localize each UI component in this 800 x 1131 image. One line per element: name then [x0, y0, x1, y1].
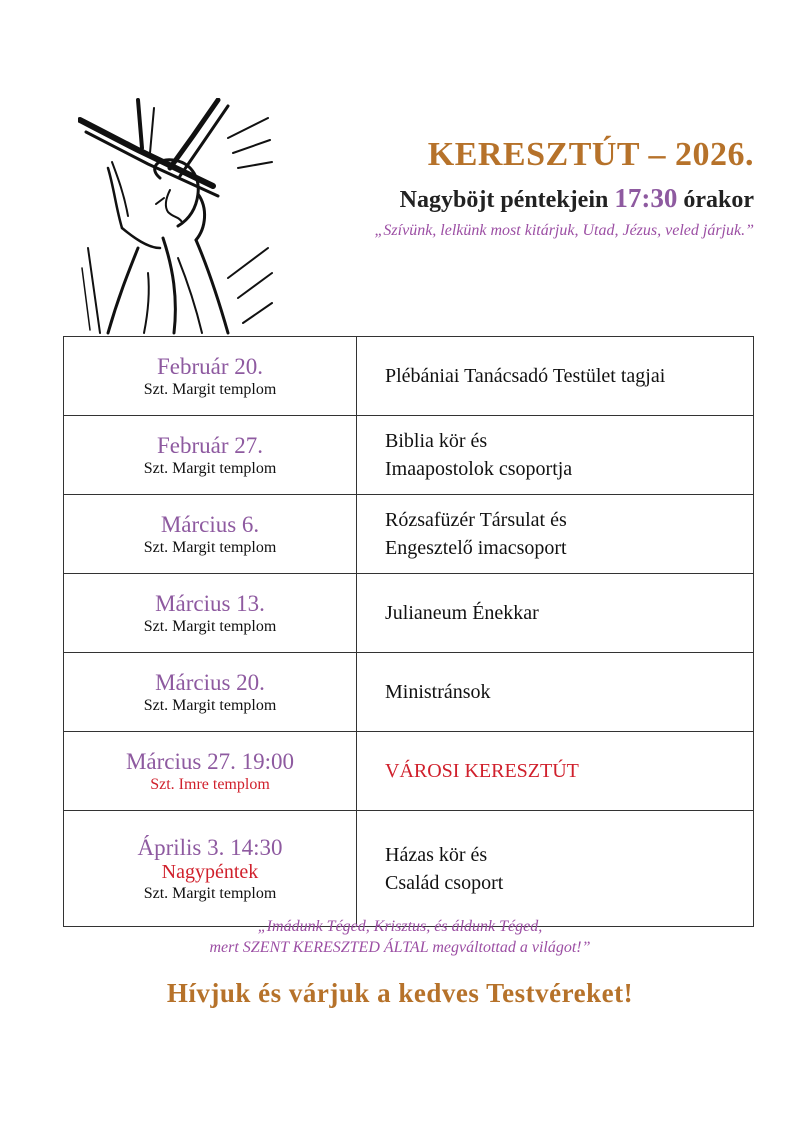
- date-cell: [64, 337, 357, 416]
- date: Március 20.: [155, 669, 265, 695]
- date-cell: [64, 495, 357, 574]
- date: Március 27. 19:00: [125, 748, 294, 774]
- prayer-line: „Imádunk Téged, Krisztus, és áldunk Téged,: [257, 918, 543, 935]
- table-row: [64, 337, 754, 416]
- date-cell: [64, 416, 357, 495]
- group-line: Rózsafüzér Társulat és: [385, 509, 567, 531]
- table-row: [64, 495, 754, 574]
- group-line: Biblia kör és: [385, 430, 488, 452]
- date: Április 3. 14:30: [137, 834, 283, 860]
- date-cell: [64, 811, 357, 927]
- place: Szt. Margit templom: [143, 884, 277, 902]
- group-cell: [357, 337, 754, 416]
- schedule-table: [63, 336, 754, 927]
- date: Február 20.: [156, 353, 264, 379]
- subtitle-pre: Nagyböjt péntekjein: [399, 187, 615, 213]
- subtitle-time: 17:30: [614, 183, 678, 213]
- group-cell: [357, 574, 754, 653]
- date: Március 13.: [155, 590, 265, 616]
- closing-invitation: Hívjuk és várjuk a kedves Testvéreket!: [166, 978, 634, 1008]
- group-line: Imaapostolok csoportja: [385, 458, 573, 480]
- group-line: Engesztelő imacsoport: [385, 537, 567, 559]
- place: Szt. Imre templom: [150, 775, 270, 793]
- jesus-with-cross-icon: [78, 98, 273, 338]
- place: Szt. Margit templom: [143, 617, 277, 635]
- group-cell: [357, 732, 754, 811]
- group-line: Plébániai Tanácsadó Testület tagjai: [385, 365, 666, 387]
- place: Szt. Margit templom: [143, 696, 277, 714]
- group-line: Család csoport: [385, 871, 504, 894]
- table-row: [64, 416, 754, 495]
- subtitle-post: órakor: [677, 187, 754, 213]
- prayer-line: mert SZENT KERESZTED ÁLTAL megváltottad a világot!”: [209, 939, 591, 956]
- subtitle: [400, 183, 754, 214]
- date-cell: [64, 574, 357, 653]
- prayer: [0, 916, 800, 958]
- group-line: Ministránsok: [385, 681, 491, 703]
- table-row: [64, 653, 754, 732]
- date: Február 27.: [156, 432, 264, 458]
- group-cell: [357, 495, 754, 574]
- group-cell: [357, 811, 754, 927]
- group-line: Julianeum Énekkar: [385, 602, 539, 624]
- date-cell: [64, 732, 357, 811]
- group-line: Házas kör és: [385, 843, 488, 866]
- table-row: [64, 574, 754, 653]
- date-cell: [64, 653, 357, 732]
- place: Szt. Margit templom: [143, 380, 277, 398]
- table-row: [64, 811, 754, 927]
- group-cell: [357, 653, 754, 732]
- group-line: VÁROSI KERESZTÚT: [385, 760, 579, 782]
- motto: „Szívünk, lelkünk most kitárjuk, Utad, Jézus, veled járjuk.”: [374, 222, 754, 239]
- group-cell: [357, 416, 754, 495]
- place: Szt. Margit templom: [143, 459, 277, 477]
- special-day-label: Nagypéntek: [161, 860, 259, 883]
- table-row: [64, 732, 754, 811]
- page-title: KERESZTÚT – 2026.: [427, 136, 754, 173]
- date: Március 6.: [160, 511, 260, 537]
- place: Szt. Margit templom: [143, 538, 277, 556]
